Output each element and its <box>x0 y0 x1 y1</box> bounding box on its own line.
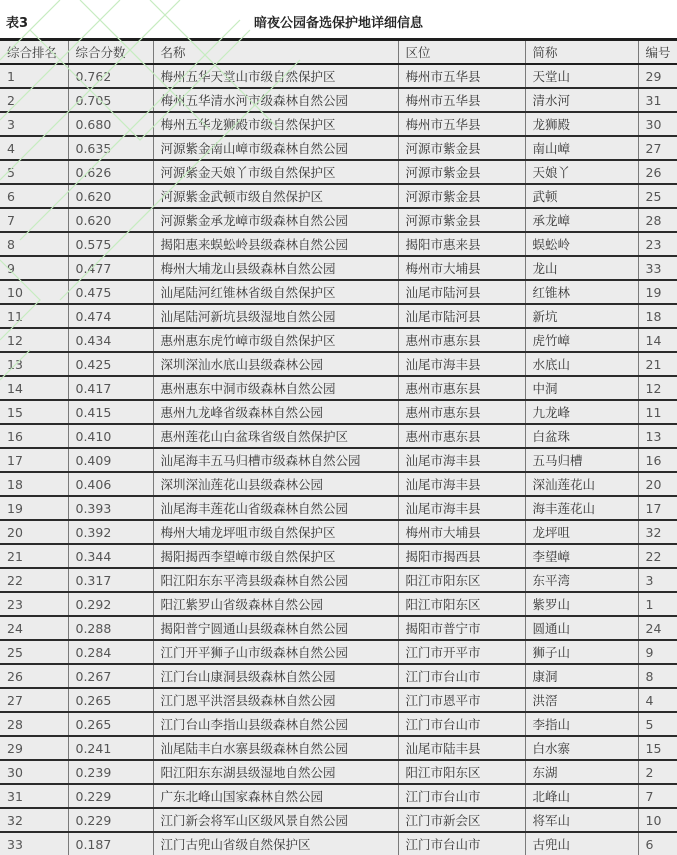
score-cell: 0.265 <box>68 712 153 736</box>
table-row <box>0 520 677 544</box>
table-row <box>0 448 677 472</box>
table-row <box>0 568 677 592</box>
table-row <box>0 88 677 112</box>
location-cell: 汕尾市海丰县 <box>398 472 525 496</box>
score-cell: 0.620 <box>68 184 153 208</box>
short-name-cell: 红锥林 <box>525 280 638 304</box>
short-name-cell: 蜈蚣岭 <box>525 232 638 256</box>
location-cell: 梅州市大埔县 <box>398 256 525 280</box>
table-label: 表3 <box>6 16 29 31</box>
id-cell: 10 <box>638 808 677 832</box>
short-name-cell: 龙坪咀 <box>525 520 638 544</box>
id-cell: 24 <box>638 616 677 640</box>
short-name-cell: 深汕莲花山 <box>525 472 638 496</box>
rank-cell: 3 <box>0 112 68 136</box>
location-cell: 汕尾市海丰县 <box>398 496 525 520</box>
score-cell: 0.284 <box>68 640 153 664</box>
table-row <box>0 184 677 208</box>
short-name-cell: 新坑 <box>525 304 638 328</box>
rank-cell: 30 <box>0 760 68 784</box>
score-cell: 0.635 <box>68 136 153 160</box>
id-cell: 32 <box>638 520 677 544</box>
rank-cell: 26 <box>0 664 68 688</box>
location-cell: 阳江市阳东区 <box>398 568 525 592</box>
rank-cell: 14 <box>0 376 68 400</box>
name-cell: 汕尾海丰莲花山省级森林自然公园 <box>153 496 398 520</box>
score-cell: 0.292 <box>68 592 153 616</box>
rank-cell: 13 <box>0 352 68 376</box>
rank-cell: 24 <box>0 616 68 640</box>
rank-cell: 33 <box>0 832 68 855</box>
id-cell: 28 <box>638 208 677 232</box>
table-caption <box>0 10 677 32</box>
location-cell: 汕尾市海丰县 <box>398 352 525 376</box>
score-cell: 0.475 <box>68 280 153 304</box>
id-cell: 25 <box>638 184 677 208</box>
id-cell: 3 <box>638 568 677 592</box>
name-cell: 江门新会将军山区级风景自然公园 <box>153 808 398 832</box>
score-cell: 0.344 <box>68 544 153 568</box>
id-cell: 18 <box>638 304 677 328</box>
column-header-score: 综合分数 <box>68 40 153 65</box>
location-cell: 江门市台山市 <box>398 784 525 808</box>
score-cell: 0.425 <box>68 352 153 376</box>
rank-cell: 18 <box>0 472 68 496</box>
table-row <box>0 808 677 832</box>
location-cell: 惠州市惠东县 <box>398 376 525 400</box>
rank-cell: 23 <box>0 592 68 616</box>
short-name-cell: 武顿 <box>525 184 638 208</box>
score-cell: 0.229 <box>68 784 153 808</box>
short-name-cell: 古兜山 <box>525 832 638 855</box>
name-cell: 深圳深汕水底山县级森林公园 <box>153 352 398 376</box>
location-cell: 揭阳市惠来县 <box>398 232 525 256</box>
id-cell: 11 <box>638 400 677 424</box>
score-cell: 0.187 <box>68 832 153 855</box>
short-name-cell: 将军山 <box>525 808 638 832</box>
name-cell: 惠州惠东虎竹嶂市级自然保护区 <box>153 328 398 352</box>
score-cell: 0.239 <box>68 760 153 784</box>
name-cell: 阳江紫罗山省级森林自然公园 <box>153 592 398 616</box>
location-cell: 惠州市惠东县 <box>398 328 525 352</box>
short-name-cell: 九龙峰 <box>525 400 638 424</box>
name-cell: 梅州大埔龙山县级森林自然公园 <box>153 256 398 280</box>
rank-cell: 28 <box>0 712 68 736</box>
table-body <box>0 64 677 855</box>
short-name-cell: 天堂山 <box>525 64 638 88</box>
short-name-cell: 东平湾 <box>525 568 638 592</box>
short-name-cell: 水底山 <box>525 352 638 376</box>
rank-cell: 7 <box>0 208 68 232</box>
id-cell: 29 <box>638 64 677 88</box>
id-cell: 7 <box>638 784 677 808</box>
id-cell: 31 <box>638 88 677 112</box>
location-cell: 阳江市阳东区 <box>398 760 525 784</box>
location-cell: 梅州市五华县 <box>398 88 525 112</box>
short-name-cell: 天娘丫 <box>525 160 638 184</box>
location-cell: 汕尾市陆丰县 <box>398 736 525 760</box>
rank-cell: 25 <box>0 640 68 664</box>
table-row <box>0 592 677 616</box>
name-cell: 揭阳揭西李望嶂市级自然保护区 <box>153 544 398 568</box>
location-cell: 梅州市大埔县 <box>398 520 525 544</box>
location-cell: 江门市台山市 <box>398 712 525 736</box>
score-cell: 0.288 <box>68 616 153 640</box>
short-name-cell: 狮子山 <box>525 640 638 664</box>
column-header-name: 名称 <box>153 40 398 65</box>
name-cell: 揭阳普宁圆通山县级森林自然公园 <box>153 616 398 640</box>
table-row <box>0 328 677 352</box>
column-header-location: 区位 <box>398 40 525 65</box>
name-cell: 梅州五华天堂山市级自然保护区 <box>153 64 398 88</box>
score-cell: 0.229 <box>68 808 153 832</box>
rank-cell: 32 <box>0 808 68 832</box>
id-cell: 2 <box>638 760 677 784</box>
id-cell: 27 <box>638 136 677 160</box>
id-cell: 1 <box>638 592 677 616</box>
table-row <box>0 712 677 736</box>
rank-cell: 21 <box>0 544 68 568</box>
rank-cell: 20 <box>0 520 68 544</box>
id-cell: 30 <box>638 112 677 136</box>
id-cell: 12 <box>638 376 677 400</box>
table-row <box>0 640 677 664</box>
rank-cell: 12 <box>0 328 68 352</box>
name-cell: 江门台山李指山县级森林自然公园 <box>153 712 398 736</box>
rank-cell: 31 <box>0 784 68 808</box>
table-row <box>0 136 677 160</box>
id-cell: 33 <box>638 256 677 280</box>
score-cell: 0.620 <box>68 208 153 232</box>
name-cell: 深圳深汕莲花山县级森林公园 <box>153 472 398 496</box>
location-cell: 江门市新会区 <box>398 808 525 832</box>
name-cell: 梅州大埔龙坪咀市级自然保护区 <box>153 520 398 544</box>
location-cell: 江门市台山市 <box>398 832 525 855</box>
location-cell: 梅州市五华县 <box>398 112 525 136</box>
score-cell: 0.434 <box>68 328 153 352</box>
short-name-cell: 李望嶂 <box>525 544 638 568</box>
rank-cell: 6 <box>0 184 68 208</box>
rank-cell: 2 <box>0 88 68 112</box>
id-cell: 20 <box>638 472 677 496</box>
id-cell: 26 <box>638 160 677 184</box>
rank-cell: 1 <box>0 64 68 88</box>
table-row <box>0 472 677 496</box>
table-row <box>0 352 677 376</box>
id-cell: 21 <box>638 352 677 376</box>
name-cell: 河源紫金武顿市级自然保护区 <box>153 184 398 208</box>
location-cell: 汕尾市陆河县 <box>398 280 525 304</box>
id-cell: 15 <box>638 736 677 760</box>
score-cell: 0.477 <box>68 256 153 280</box>
id-cell: 23 <box>638 232 677 256</box>
score-cell: 0.265 <box>68 688 153 712</box>
table-row <box>0 376 677 400</box>
score-cell: 0.417 <box>68 376 153 400</box>
short-name-cell: 东湖 <box>525 760 638 784</box>
column-header-id: 编号 <box>638 40 677 65</box>
table-row <box>0 256 677 280</box>
table-row <box>0 304 677 328</box>
table-row <box>0 112 677 136</box>
rank-cell: 15 <box>0 400 68 424</box>
header-row <box>0 40 677 65</box>
rank-cell: 27 <box>0 688 68 712</box>
short-name-cell: 紫罗山 <box>525 592 638 616</box>
table-row <box>0 832 677 855</box>
candidate-sites-table <box>0 38 677 855</box>
location-cell: 惠州市惠东县 <box>398 400 525 424</box>
table-row <box>0 664 677 688</box>
location-cell: 河源市紫金县 <box>398 160 525 184</box>
id-cell: 13 <box>638 424 677 448</box>
table-row <box>0 616 677 640</box>
score-cell: 0.415 <box>68 400 153 424</box>
location-cell: 河源市紫金县 <box>398 136 525 160</box>
table-row <box>0 208 677 232</box>
table-row <box>0 496 677 520</box>
name-cell: 惠州莲花山白盆珠省级自然保护区 <box>153 424 398 448</box>
location-cell: 汕尾市海丰县 <box>398 448 525 472</box>
short-name-cell: 龙山 <box>525 256 638 280</box>
score-cell: 0.406 <box>68 472 153 496</box>
name-cell: 江门开平狮子山市级森林自然公园 <box>153 640 398 664</box>
location-cell: 江门市恩平市 <box>398 688 525 712</box>
score-cell: 0.409 <box>68 448 153 472</box>
short-name-cell: 虎竹嶂 <box>525 328 638 352</box>
name-cell: 汕尾陆丰白水寨县级森林自然公园 <box>153 736 398 760</box>
location-cell: 河源市紫金县 <box>398 208 525 232</box>
column-header-short-name: 简称 <box>525 40 638 65</box>
table-row <box>0 688 677 712</box>
table-row <box>0 784 677 808</box>
name-cell: 河源紫金天娘丫市级自然保护区 <box>153 160 398 184</box>
name-cell: 江门恩平洪滘县级森林自然公园 <box>153 688 398 712</box>
name-cell: 河源紫金承龙嶂市级森林自然公园 <box>153 208 398 232</box>
short-name-cell: 清水河 <box>525 88 638 112</box>
rank-cell: 19 <box>0 496 68 520</box>
short-name-cell: 白盆珠 <box>525 424 638 448</box>
column-header-rank: 综合排名 <box>0 40 68 65</box>
short-name-cell: 五马归槽 <box>525 448 638 472</box>
score-cell: 0.392 <box>68 520 153 544</box>
location-cell: 河源市紫金县 <box>398 184 525 208</box>
short-name-cell: 海丰莲花山 <box>525 496 638 520</box>
name-cell: 汕尾陆河红锥林省级自然保护区 <box>153 280 398 304</box>
name-cell: 阳江阳东东平湾县级森林自然公园 <box>153 568 398 592</box>
short-name-cell: 圆通山 <box>525 616 638 640</box>
location-cell: 江门市台山市 <box>398 664 525 688</box>
table-row <box>0 424 677 448</box>
score-cell: 0.317 <box>68 568 153 592</box>
short-name-cell: 洪滘 <box>525 688 638 712</box>
score-cell: 0.705 <box>68 88 153 112</box>
score-cell: 0.241 <box>68 736 153 760</box>
score-cell: 0.267 <box>68 664 153 688</box>
rank-cell: 5 <box>0 160 68 184</box>
name-cell: 汕尾海丰五马归槽市级森林自然公园 <box>153 448 398 472</box>
location-cell: 揭阳市揭西县 <box>398 544 525 568</box>
table-row <box>0 400 677 424</box>
id-cell: 5 <box>638 712 677 736</box>
short-name-cell: 白水寨 <box>525 736 638 760</box>
id-cell: 14 <box>638 328 677 352</box>
short-name-cell: 北峰山 <box>525 784 638 808</box>
rank-cell: 9 <box>0 256 68 280</box>
short-name-cell: 承龙嶂 <box>525 208 638 232</box>
location-cell: 惠州市惠东县 <box>398 424 525 448</box>
score-cell: 0.762 <box>68 64 153 88</box>
score-cell: 0.474 <box>68 304 153 328</box>
id-cell: 16 <box>638 448 677 472</box>
id-cell: 17 <box>638 496 677 520</box>
id-cell: 9 <box>638 640 677 664</box>
rank-cell: 16 <box>0 424 68 448</box>
name-cell: 梅州五华龙狮殿市级自然保护区 <box>153 112 398 136</box>
score-cell: 0.410 <box>68 424 153 448</box>
location-cell: 揭阳市普宁市 <box>398 616 525 640</box>
rank-cell: 4 <box>0 136 68 160</box>
table-row <box>0 280 677 304</box>
name-cell: 惠州九龙峰省级森林自然公园 <box>153 400 398 424</box>
short-name-cell: 康洞 <box>525 664 638 688</box>
name-cell: 广东北峰山国家森林自然公园 <box>153 784 398 808</box>
id-cell: 19 <box>638 280 677 304</box>
name-cell: 揭阳惠来蜈蚣岭县级森林自然公园 <box>153 232 398 256</box>
id-cell: 4 <box>638 688 677 712</box>
short-name-cell: 中洞 <box>525 376 638 400</box>
rank-cell: 10 <box>0 280 68 304</box>
name-cell: 阳江阳东东湖县级湿地自然公园 <box>153 760 398 784</box>
name-cell: 江门古兜山省级自然保护区 <box>153 832 398 855</box>
score-cell: 0.393 <box>68 496 153 520</box>
rank-cell: 17 <box>0 448 68 472</box>
location-cell: 梅州市五华县 <box>398 64 525 88</box>
short-name-cell: 李指山 <box>525 712 638 736</box>
table-row <box>0 232 677 256</box>
table-row <box>0 160 677 184</box>
name-cell: 汕尾陆河新坑县级湿地自然公园 <box>153 304 398 328</box>
short-name-cell: 南山嶂 <box>525 136 638 160</box>
name-cell: 河源紫金南山嶂市级森林自然公园 <box>153 136 398 160</box>
table-row <box>0 544 677 568</box>
name-cell: 梅州五华清水河市级森林自然公园 <box>153 88 398 112</box>
rank-cell: 22 <box>0 568 68 592</box>
score-cell: 0.626 <box>68 160 153 184</box>
score-cell: 0.575 <box>68 232 153 256</box>
short-name-cell: 龙狮殿 <box>525 112 638 136</box>
table-row <box>0 64 677 88</box>
id-cell: 8 <box>638 664 677 688</box>
id-cell: 22 <box>638 544 677 568</box>
score-cell: 0.680 <box>68 112 153 136</box>
name-cell: 惠州惠东中洞市级森林自然公园 <box>153 376 398 400</box>
id-cell: 6 <box>638 832 677 855</box>
table-row <box>0 760 677 784</box>
name-cell: 江门台山康洞县级森林自然公园 <box>153 664 398 688</box>
location-cell: 江门市开平市 <box>398 640 525 664</box>
table-title: 暗夜公园备选保护地详细信息 <box>253 16 423 31</box>
rank-cell: 11 <box>0 304 68 328</box>
rank-cell: 8 <box>0 232 68 256</box>
location-cell: 汕尾市陆河县 <box>398 304 525 328</box>
table-row <box>0 736 677 760</box>
rank-cell: 29 <box>0 736 68 760</box>
location-cell: 阳江市阳东区 <box>398 592 525 616</box>
